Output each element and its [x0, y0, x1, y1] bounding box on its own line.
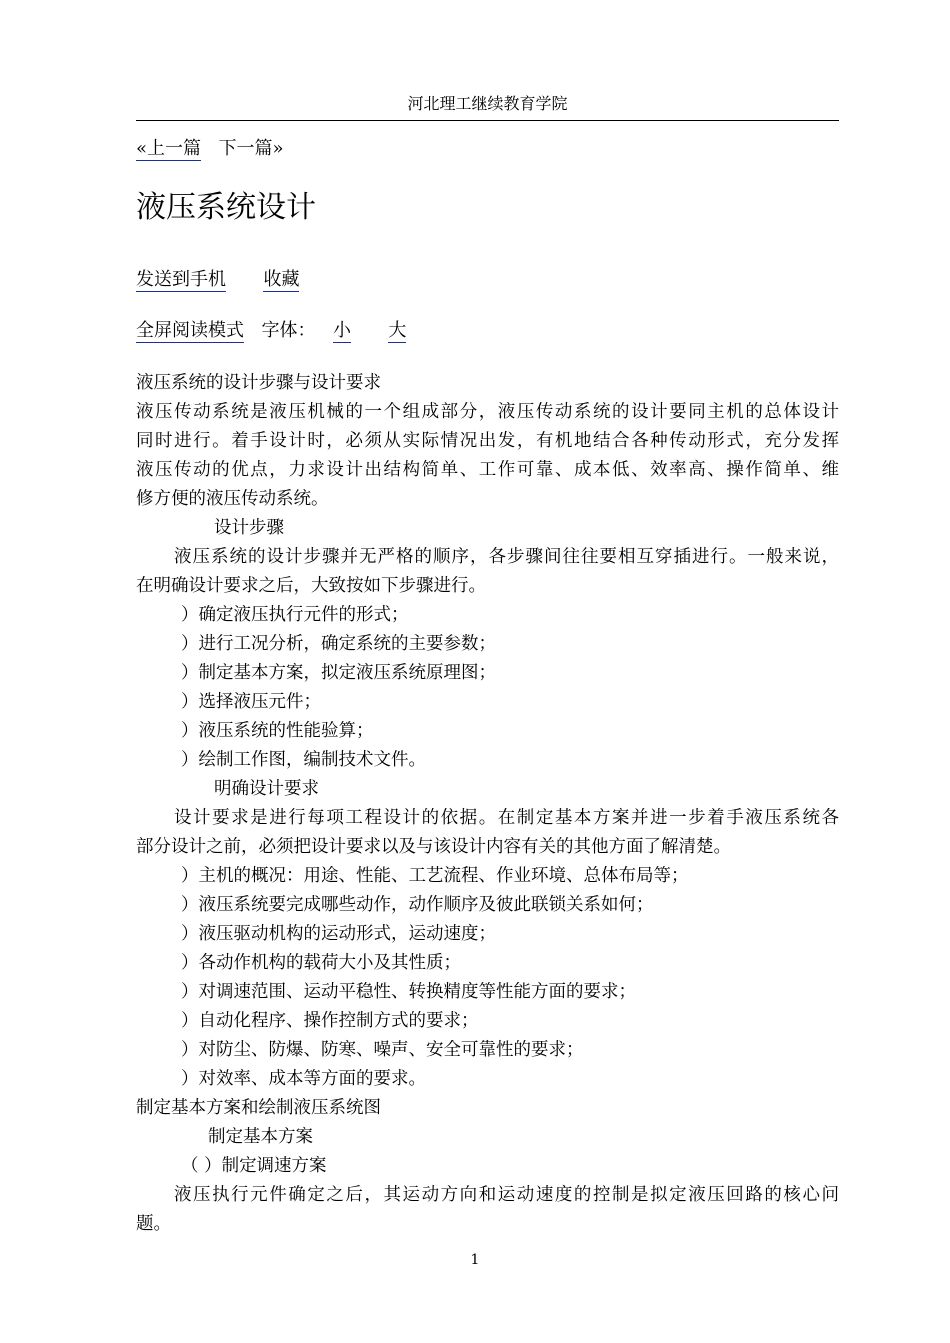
paragraph-line: 部分设计之前，必须把设计要求以及与该设计内容有关的其他方面了解清楚。: [136, 837, 731, 857]
list-item: ）自动化程序、操作控制方式的要求；: [181, 1011, 479, 1031]
list-item: ）液压系统的性能验算；: [181, 721, 374, 741]
list-item: ）确定液压执行元件的形式；: [181, 605, 409, 625]
section-heading: 液压系统的设计步骤与设计要求: [136, 373, 381, 393]
paragraph-line: 设计要求是进行每项工程设计的依据。在制定基本方案并进一步着手液压系统各: [174, 808, 839, 828]
article-actions: [136, 266, 299, 294]
list-item: ）对调速范围、运动平稳性、转换精度等性能方面的要求；: [181, 982, 636, 1002]
font-large-link[interactable]: 大: [388, 320, 407, 341]
list-item: ）对效率、成本等方面的要求。: [181, 1069, 426, 1089]
list-item: ）各动作机构的载荷大小及其性质；: [181, 953, 461, 973]
list-item: ）选择液压元件；: [181, 692, 321, 712]
page-number: 1: [470, 1252, 480, 1268]
header-rule: [136, 120, 839, 121]
font-small-link[interactable]: 小: [332, 320, 351, 341]
fullscreen-mode-link[interactable]: 全屏阅读模式: [136, 320, 244, 341]
list-item: ）绘制工作图，编制技术文件。: [181, 750, 426, 770]
reading-controls: [136, 317, 406, 345]
section-heading: 制定基本方案和绘制液压系统图: [136, 1098, 381, 1118]
list-item: ）进行工况分析，确定系统的主要参数；: [181, 634, 496, 654]
paragraph-line: 同时进行。着手设计时，必须从实际情况出发，有机地结合各种传动形式，充分发挥: [136, 431, 839, 451]
favorite-link[interactable]: 收藏: [263, 269, 300, 290]
font-size-label: 字体：: [261, 320, 316, 341]
article-body: [136, 369, 839, 1239]
article-nav: [136, 136, 284, 162]
subsection-heading: 制定基本方案: [208, 1127, 313, 1147]
list-item: ）制定基本方案，拟定液压系统原理图；: [181, 663, 496, 683]
paragraph-line: 液压传动系统是液压机械的一个组成部分，液压传动系统的设计要同主机的总体设计: [136, 402, 839, 422]
paragraph-line: 题。: [136, 1214, 171, 1234]
paragraph-line: 液压执行元件确定之后，其运动方向和运动速度的控制是拟定液压回路的核心问: [174, 1185, 839, 1205]
prev-article-link[interactable]: «上一篇: [136, 138, 202, 159]
paragraph-line: 液压传动的优点，力求设计出结构简单、工作可靠、成本低、效率高、操作简单、维: [136, 460, 839, 480]
page-title: 液压系统设计: [136, 190, 316, 225]
paragraph-line: 液压系统的设计步骤并无严格的顺序，各步骤间往往要相互穿插进行。一般来说，: [174, 547, 839, 567]
paragraph-line: 在明确设计要求之后，大致按如下步骤进行。: [136, 576, 486, 596]
list-item: ）液压驱动机构的运动形式，运动速度；: [181, 924, 496, 944]
list-item: ）对防尘、防爆、防寒、噪声、安全可靠性的要求；: [181, 1040, 584, 1060]
list-item: （ ）制定调速方案: [181, 1156, 327, 1176]
list-item: ）主机的概况：用途、性能、工艺流程、作业环境、总体布局等；: [181, 866, 689, 886]
subsection-heading: 设计步骤: [214, 518, 284, 538]
send-to-phone-link[interactable]: 发送到手机: [136, 269, 226, 290]
paragraph-line: 修方便的液压传动系统。: [136, 489, 329, 509]
next-article-link[interactable]: 下一篇»: [218, 138, 284, 159]
page-header: 河北理工继续教育学院: [407, 94, 568, 113]
list-item: ）液压系统要完成哪些动作，动作顺序及彼此联锁关系如何；: [181, 895, 654, 915]
subsection-heading: 明确设计要求: [214, 779, 319, 799]
